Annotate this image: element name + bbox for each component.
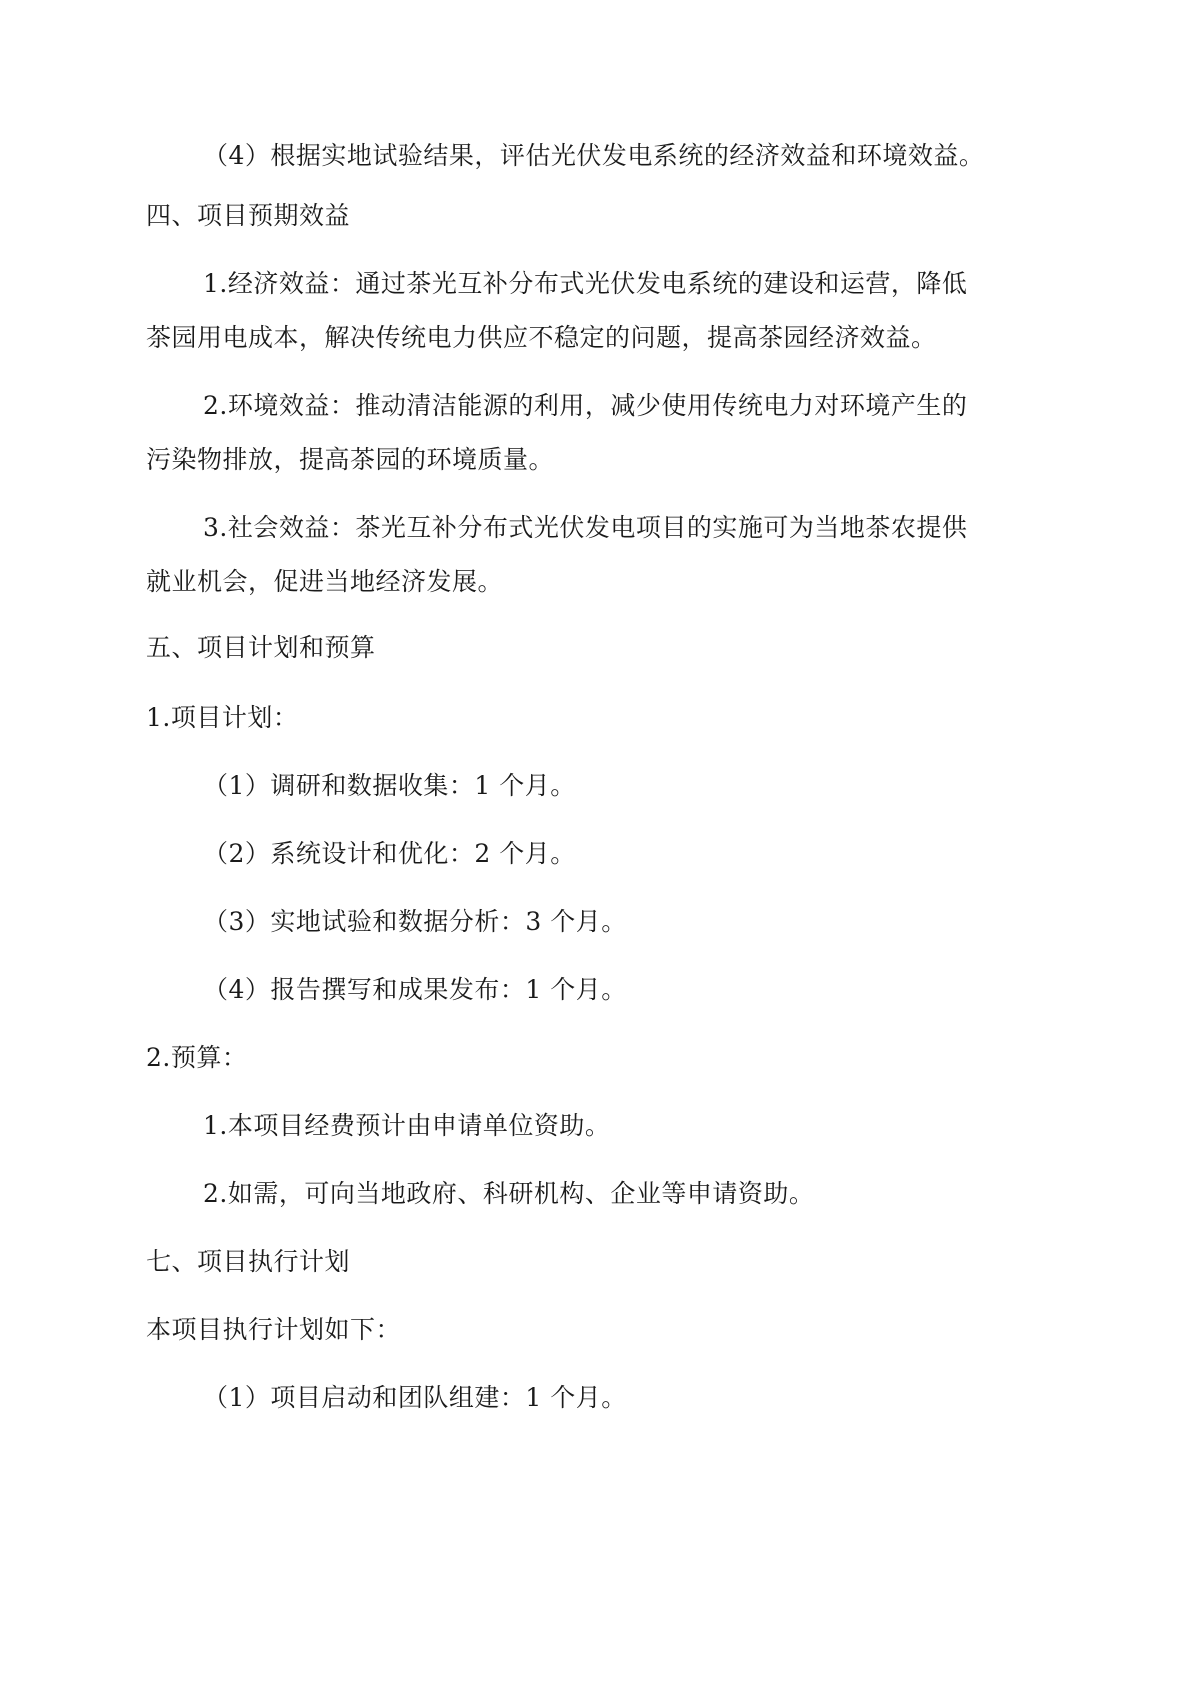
paragraph-line: 1.经济效益：通过茶光互补分布式光伏发电系统的建设和运营，降低 — [203, 269, 968, 298]
subsection-heading: 2.预算： — [146, 1043, 248, 1072]
paragraph-line: 茶园用电成本，解决传统电力供应不稳定的问题，提高茶园经济效益。 — [146, 323, 937, 352]
list-item: （1）项目启动和团队组建：1 个月。 — [203, 1383, 627, 1412]
list-item: 2.如需，可向当地政府、科研机构、企业等申请资助。 — [203, 1179, 815, 1208]
paragraph-line: 2.环境效益：推动清洁能源的利用，减少使用传统电力对环境产生的 — [203, 391, 968, 420]
section-heading: 五、项目计划和预算 — [146, 633, 376, 662]
list-item: （3）实地试验和数据分析：3 个月。 — [203, 907, 627, 936]
section-heading: 七、项目执行计划 — [146, 1247, 351, 1276]
paragraph-line: 就业机会，促进当地经济发展。 — [146, 567, 504, 596]
list-item: （2）系统设计和优化：2 个月。 — [203, 839, 576, 868]
paragraph-line: （4）根据实地试验结果，评估光伏发电系统的经济效益和环境效益。 — [203, 141, 985, 170]
section-heading: 四、项目预期效益 — [146, 201, 351, 230]
list-item: （4）报告撰写和成果发布：1 个月。 — [203, 975, 627, 1004]
subsection-heading: 1.项目计划： — [146, 703, 299, 732]
list-item: （1）调研和数据收集：1 个月。 — [203, 771, 576, 800]
paragraph-line: 污染物排放，提高茶园的环境质量。 — [146, 445, 555, 474]
paragraph-line: 本项目执行计划如下： — [146, 1315, 402, 1344]
list-item: 1.本项目经费预计由申请单位资助。 — [203, 1111, 611, 1140]
paragraph-line: 3.社会效益：茶光互补分布式光伏发电项目的实施可为当地茶农提供 — [203, 513, 968, 542]
